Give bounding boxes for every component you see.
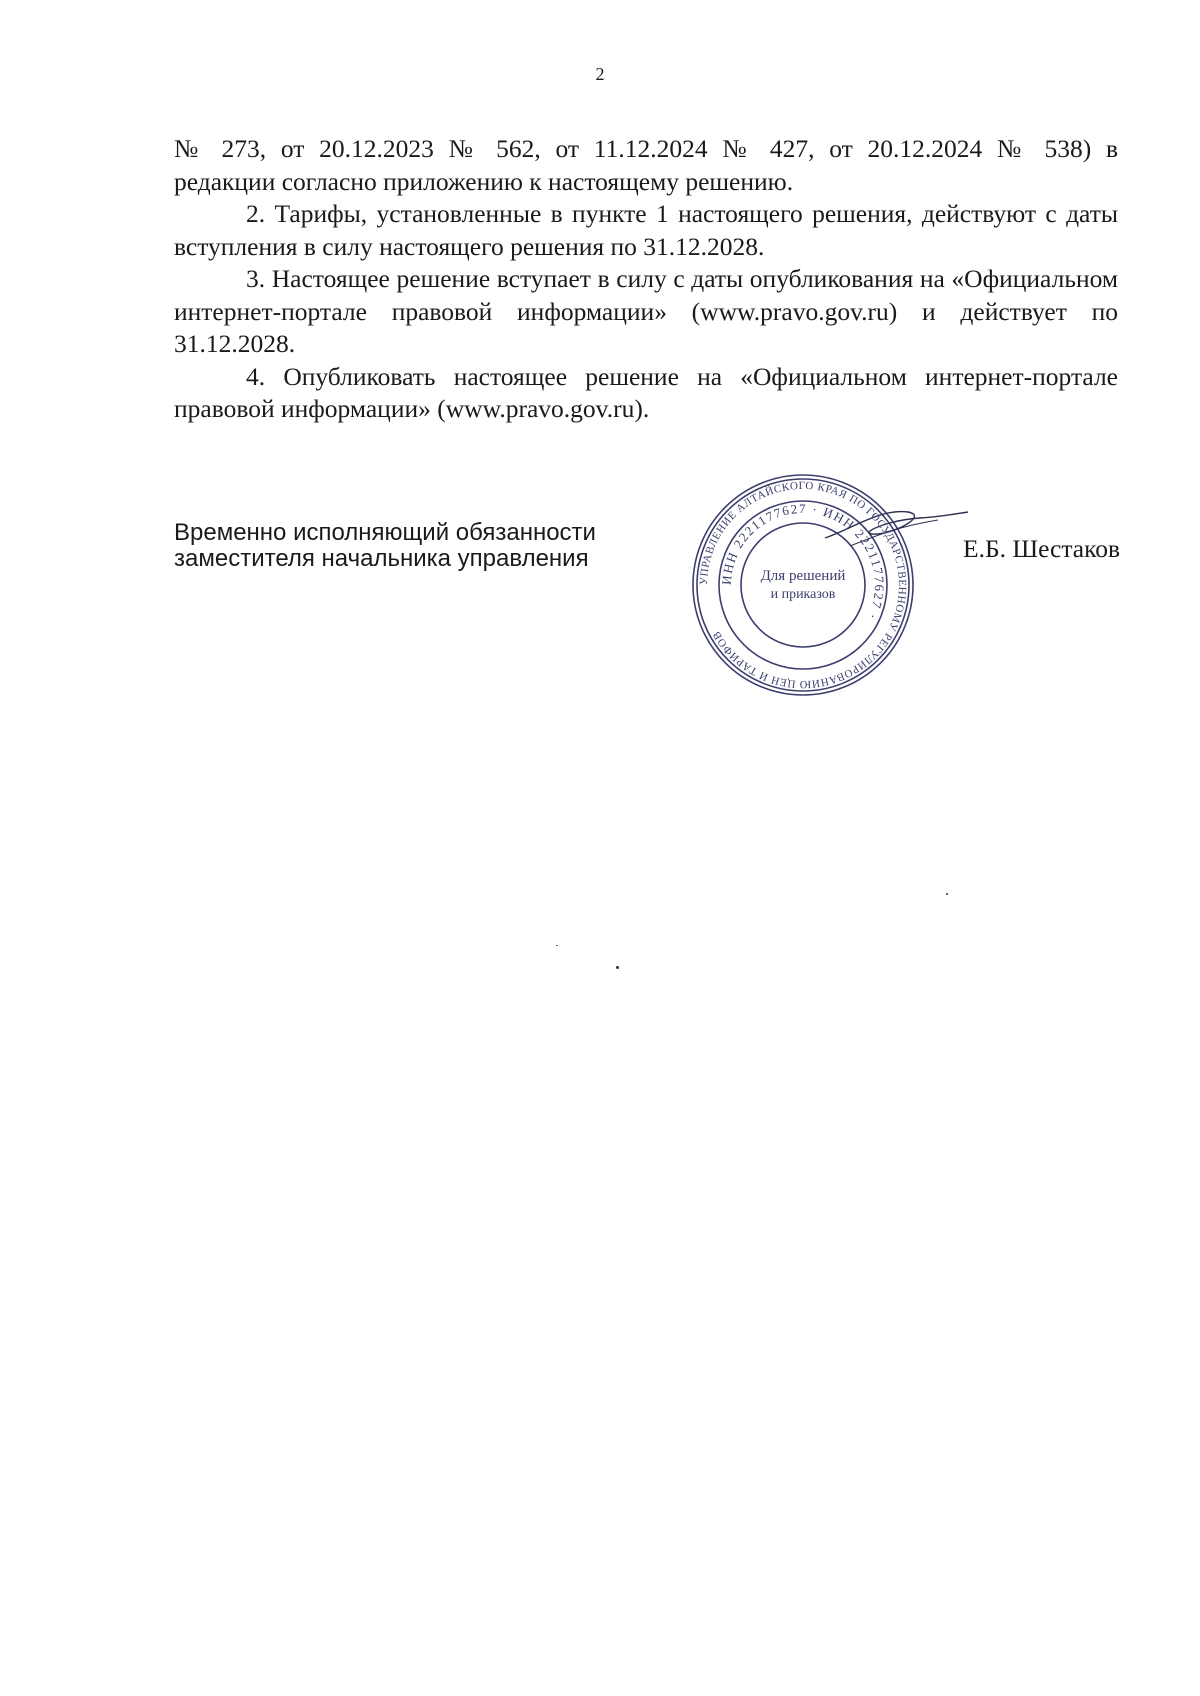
handwritten-signature <box>820 490 970 570</box>
stamp-middle-text: ИНН 2221177627 · ИНН 2221177627 · <box>718 500 888 623</box>
paragraph-1-line-2: редакции согласно приложению к настоящему решению. <box>174 166 794 196</box>
paragraph-2: 2. Тарифы, установленные в пункте 1 настоящего решения, действуют с даты вступления в силу настоящего решения по 31.12.2028. <box>174 199 1118 261</box>
scan-speck <box>556 945 558 946</box>
document-body <box>174 133 1118 426</box>
paragraph-1 <box>174 133 1118 198</box>
scan-speck <box>946 893 948 895</box>
signatory-position-line-2: заместителя начальника управления <box>174 545 589 572</box>
scan-speck <box>616 966 619 969</box>
signatory-name: Е.Б. Шестаков <box>963 534 1120 563</box>
paragraph-3: 3. Настоящее решение вступает в силу с даты опубликования на «Официальном интернет-портале правовой информации» (www.pravo.gov.ru) и действует по 31.12.2028. <box>174 264 1118 358</box>
stamp-center-line-1: Для решений <box>760 568 846 584</box>
paragraph-4: 4. Опубликовать настоящее решение на «Официальном интернет-портале правовой информации» (www.pravo.gov.ru). <box>174 361 1118 423</box>
stamp-center-line-2: и приказов <box>770 587 836 602</box>
stamp-outer-text: УПРАВЛЕНИЕ АЛТАЙСКОГО КРАЯ ПО ГОСУДАРСТВЕННОМУ РЕГУЛИРОВАНИЮ ЦЕН И ТАРИФОВ <box>697 479 909 691</box>
signatory-position-line-1: Временно исполняющий обязанности <box>174 519 596 546</box>
paragraph-1-line-1: № 273, от 20.12.2023 № 562, от 11.12.2024 № 427, от 20.12.2024 № 538) в <box>174 134 1118 163</box>
page-number: 2 <box>595 64 605 84</box>
signatory-position <box>174 520 596 572</box>
